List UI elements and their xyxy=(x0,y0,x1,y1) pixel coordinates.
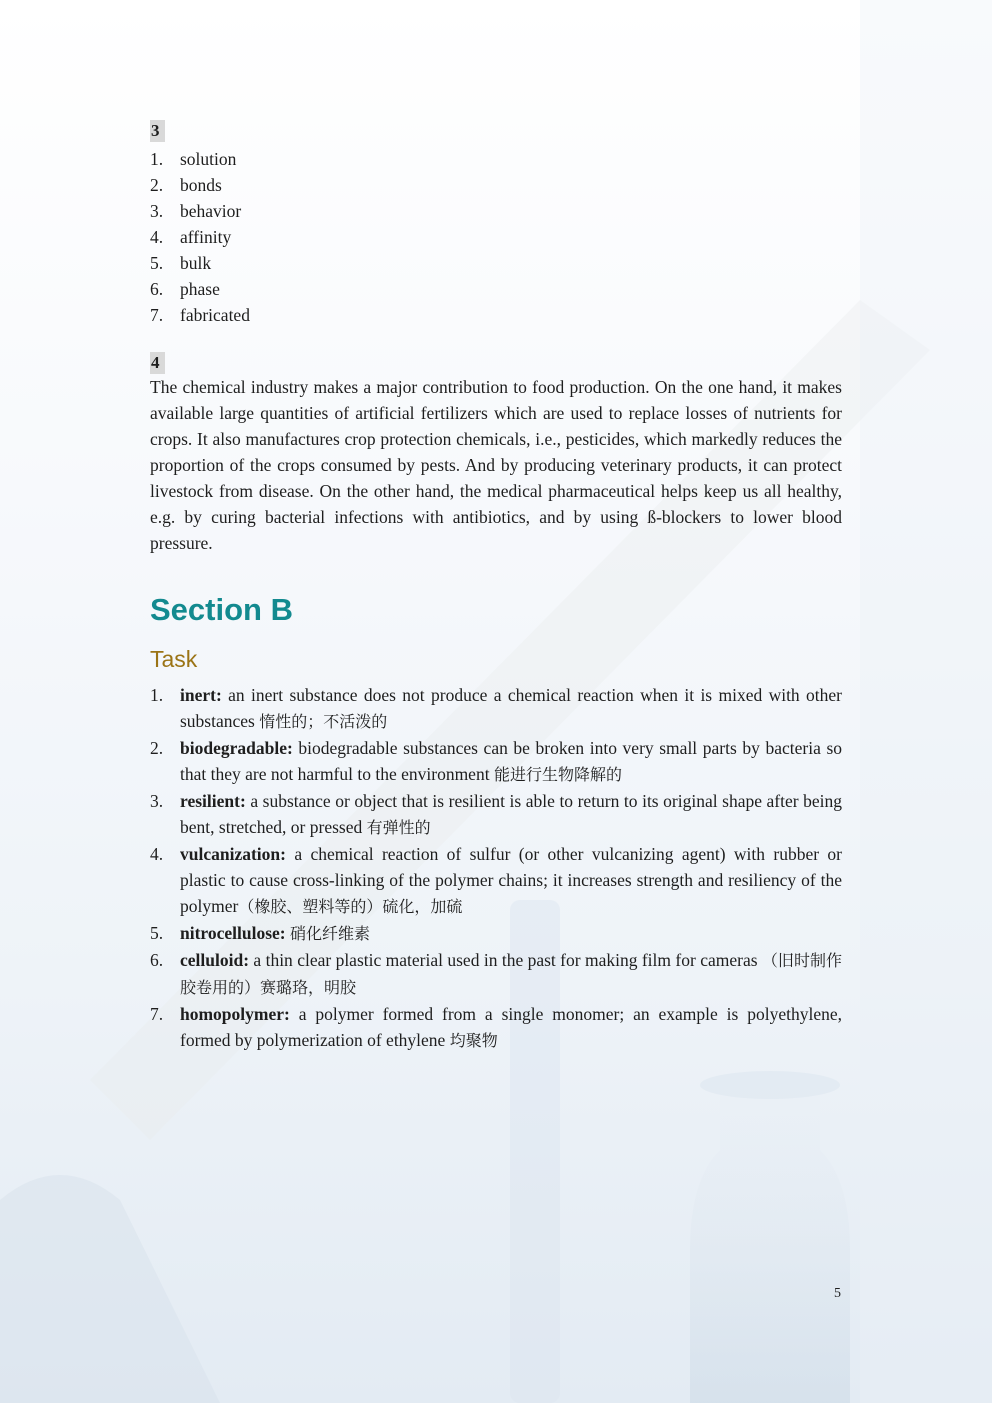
term-list xyxy=(150,682,842,1054)
list-item: 2. bonds xyxy=(150,175,222,195)
list-item: 4. affinity xyxy=(150,227,232,247)
task-heading: Task xyxy=(150,646,198,672)
list-item: 6. phase xyxy=(150,279,220,299)
list-item: 1. inert: an inert substance does not produce a chemical reaction when it is mixed with other substances 惰性的；不活泼的 xyxy=(150,685,842,731)
list-item: 2. biodegradable: biodegradable substances can be broken into very small parts by bacteria so that they are not harmful to the environment 能进行生物降解的 xyxy=(150,738,842,784)
exercise-3 xyxy=(150,120,842,328)
list-item: 3. behavior xyxy=(150,201,242,221)
list-item: 7. fabricated xyxy=(150,305,250,325)
page-content xyxy=(150,120,842,1054)
exercise-number: 4 xyxy=(150,352,165,374)
answer-list xyxy=(150,146,842,328)
list-item: 6. celluloid: a thin clear plastic material used in the past for making film for cameras （旧时制作胶卷用的）赛璐珞，明胶 xyxy=(150,950,842,997)
translation-paragraph: The chemical industry makes a major contribution to food production. On the one hand, it makes available large quantities of artificial fertilizers which are used to replace losses of nutrients for crops. It also manufactures crop protection chemicals, i.e., pesticides, which markedly reduces the proportion of the crops consumed by pests. And by producing veterinary products, it can protect livestock from disease. On the other hand, the medical pharmaceutical helps keep us all healthy, e.g. by curing bacterial infections with antibiotics, and by using ß-blockers to lower blood pressure. xyxy=(150,377,842,553)
list-item: 5. bulk xyxy=(150,253,212,273)
list-item: 4. vulcanization: a chemical reaction of sulfur (or other vulcanizing agent) with rubber or plastic to cause cross-linking of the polymer chains; it increases strength and resiliency of the polymer（橡胶、塑料等的）硫化，加硫 xyxy=(150,844,842,916)
exercise-number: 3 xyxy=(150,120,165,142)
section-title: Section B xyxy=(150,592,293,627)
list-item: 7. homopolymer: a polymer formed from a single monomer; an example is polyethylene, formed by polymerization of ethylene 均聚物 xyxy=(150,1004,842,1050)
exercise-4 xyxy=(150,352,842,556)
list-item: 3. resilient: a substance or object that is resilient is able to return to its original shape after being bent, stretched, or pressed 有弹性的 xyxy=(150,791,842,837)
page-number: 5 xyxy=(834,1286,841,1301)
list-item: 5. nitrocellulose: 硝化纤维素 xyxy=(150,923,371,943)
list-item: 1. solution xyxy=(150,149,237,169)
